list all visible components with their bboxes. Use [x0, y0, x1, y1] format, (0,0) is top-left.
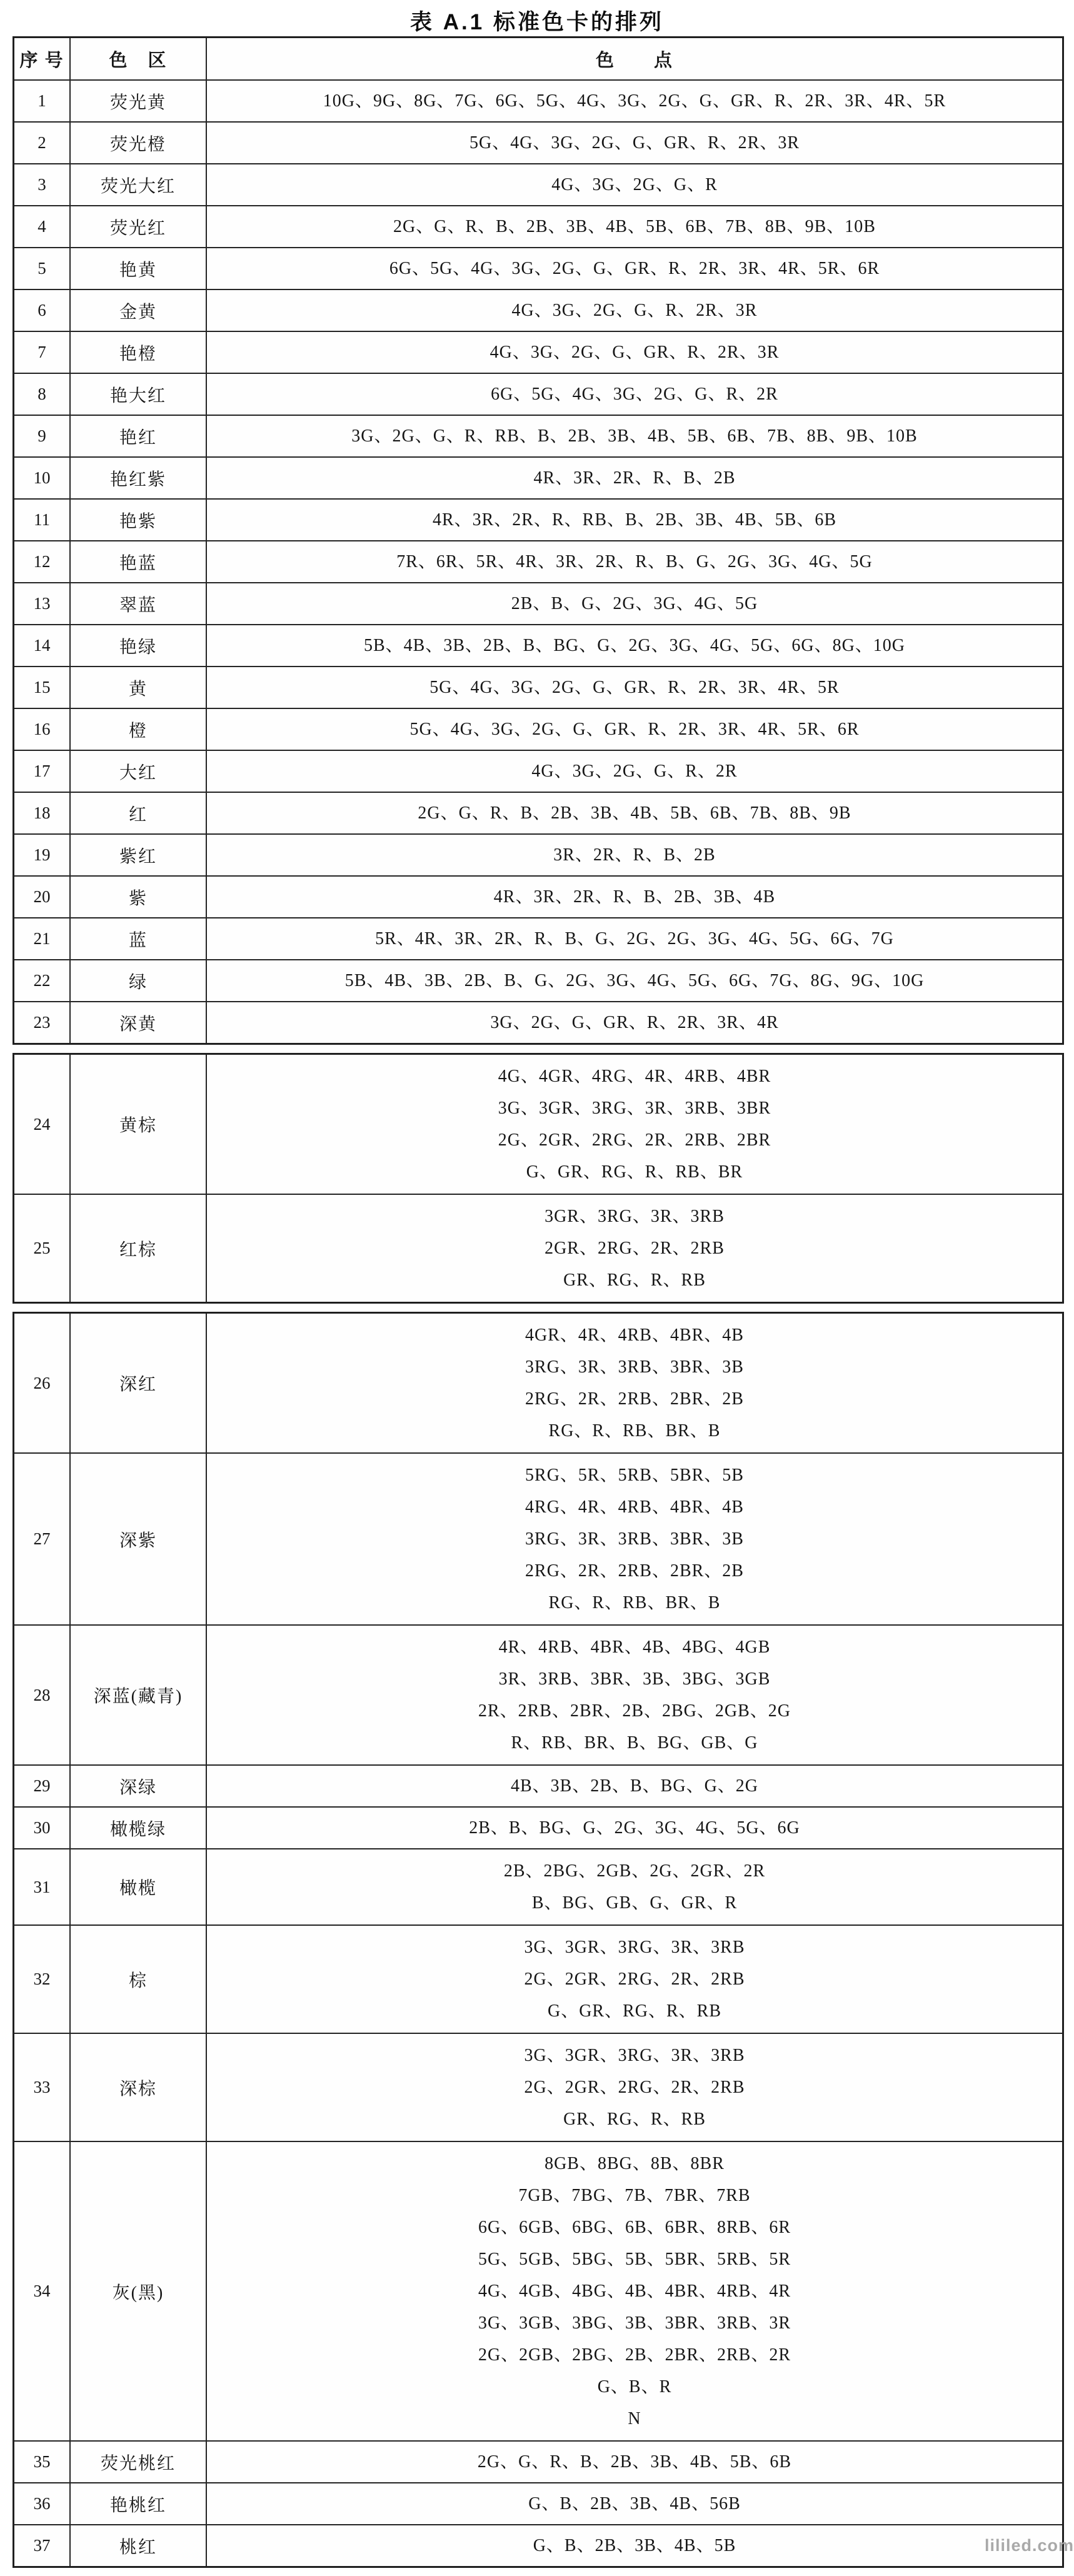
points-line: N	[628, 2409, 641, 2428]
points-line: 4R、3R、2R、R、RB、B、2B、3B、4B、5B、6B	[432, 510, 837, 530]
zone-cell: 大红	[71, 751, 207, 792]
points-cell	[207, 960, 1062, 1001]
row-index-cell: 29	[14, 1766, 71, 1806]
points-line: 4R、3R、2R、R、B、2B、3B、4B	[493, 887, 776, 907]
points-line: 3R、2R、R、B、2B	[553, 845, 716, 865]
points-cell	[207, 2442, 1062, 2482]
table-section	[13, 1312, 1064, 2568]
table-row	[14, 331, 1062, 373]
zone-cell: 蓝	[71, 918, 207, 959]
table-row	[14, 415, 1062, 456]
points-cell	[207, 709, 1062, 750]
points-line: 2B、B、G、2G、3G、4G、5G	[511, 594, 758, 613]
table-row	[14, 624, 1062, 666]
points-line: 4G、3G、2G、G、R、2R、3R	[511, 301, 758, 320]
table-row	[14, 917, 1062, 959]
table-section	[13, 1053, 1064, 1304]
points-line: 5RG、5R、5RB、5BR、5B	[525, 1466, 744, 1485]
row-index-cell: 7	[14, 332, 71, 373]
zone-cell: 深黄	[71, 1002, 207, 1043]
points-cell	[207, 2525, 1062, 2566]
row-index-cell: 6	[14, 290, 71, 331]
points-line: 3G、3GR、3RG、3R、3RB	[524, 2046, 745, 2065]
row-index-cell: 12	[14, 541, 71, 582]
points-line: 4G、4GB、4BG、4B、4BR、4RB、4R	[478, 2282, 791, 2301]
zone-cell: 深紫	[71, 1454, 207, 1624]
points-line: 4GR、4R、4RB、4BR、4B	[525, 1326, 744, 1345]
points-line: 4R、4RB、4BR、4B、4BG、4GB	[498, 1638, 771, 1657]
points-line: 4G、3G、2G、G、R	[551, 175, 718, 194]
col-header-points: 色 点	[595, 50, 673, 71]
points-line: 8GB、8BG、8B、8BR	[545, 2154, 725, 2173]
points-line: 3RG、3R、3RB、3BR、3B	[525, 1357, 744, 1377]
points-cell	[207, 206, 1062, 247]
points-line: B、BG、GB、G、GR、R	[531, 1893, 738, 1913]
row-index-cell: 14	[14, 625, 71, 666]
points-line: 5R、4R、3R、2R、R、B、G、2G、2G、3G、4G、5G、6G、7G	[375, 929, 894, 948]
table-row	[14, 79, 1062, 121]
row-index-cell: 18	[14, 793, 71, 833]
row-index-cell: 28	[14, 1626, 71, 1764]
points-line: 2GR、2RG、2R、2RB	[545, 1239, 725, 1258]
zone-cell: 艳橙	[71, 332, 207, 373]
points-cell	[207, 123, 1062, 163]
col-header-zone: 色 区	[71, 38, 207, 79]
zone-cell: 艳桃红	[71, 2483, 207, 2524]
points-cell	[207, 248, 1062, 289]
points-line: 2G、2GB、2BG、2B、2BR、2RB、2R	[478, 2345, 791, 2365]
row-index-cell: 24	[14, 1055, 71, 1194]
points-line: GR、RG、R、RB	[563, 2110, 706, 2129]
zone-cell: 深绿	[71, 1766, 207, 1806]
points-line: 5G、5GB、5BG、5B、5BR、5RB、5R	[478, 2250, 791, 2269]
points-cell	[207, 164, 1062, 205]
table-row	[14, 875, 1062, 917]
zone-cell: 艳红	[71, 416, 207, 456]
zone-cell: 深蓝(藏青)	[71, 1626, 207, 1764]
page-title: 表 A.1 标准色卡的排列	[410, 10, 664, 34]
zone-cell: 棕	[71, 1926, 207, 2033]
row-index-cell: 9	[14, 416, 71, 456]
points-line: 3G、3GR、3RG、3R、3RB	[524, 1938, 745, 1957]
row-index-cell: 26	[14, 1314, 71, 1452]
zone-cell: 艳红紫	[71, 458, 207, 498]
zone-cell: 荧光黄	[71, 81, 207, 121]
table-row	[14, 1452, 1062, 1624]
table-row	[14, 2482, 1062, 2524]
zone-cell: 深棕	[71, 2034, 207, 2141]
points-line: 6G、5G、4G、3G、2G、G、GR、R、2R、3R、4R、5R、6R	[389, 259, 880, 278]
zone-cell: 荧光大红	[71, 164, 207, 205]
points-line: RG、R、RB、BR、B	[548, 1421, 721, 1441]
points-line: 3GR、3RG、3R、3RB	[545, 1207, 725, 1226]
points-line: 7GB、7BG、7B、7BR、7RB	[518, 2186, 751, 2205]
row-index-cell: 5	[14, 248, 71, 289]
table-section	[13, 36, 1064, 1045]
table-row	[14, 2033, 1062, 2141]
points-cell	[207, 416, 1062, 456]
zone-cell: 荧光橙	[71, 123, 207, 163]
points-cell	[207, 1626, 1062, 1764]
points-cell	[207, 835, 1062, 875]
points-cell	[207, 1454, 1062, 1624]
row-index-cell: 25	[14, 1195, 71, 1302]
zone-cell: 荧光桃红	[71, 2442, 207, 2482]
zone-cell: 橄榄	[71, 1849, 207, 1924]
table-row	[14, 708, 1062, 750]
zone-cell: 翠蓝	[71, 583, 207, 624]
table-row	[14, 1848, 1062, 1924]
points-line: 2G、2GR、2RG、2R、2RB	[524, 2078, 745, 2097]
table-row	[14, 666, 1062, 708]
row-index-cell: 4	[14, 206, 71, 247]
points-line: 5G、4G、3G、2G、G、GR、R、2R、3R、4R、5R、6R	[409, 720, 860, 739]
zone-cell: 橙	[71, 709, 207, 750]
points-cell	[207, 1002, 1062, 1043]
points-cell	[207, 458, 1062, 498]
row-index-cell: 37	[14, 2525, 71, 2566]
zone-cell: 艳大红	[71, 374, 207, 415]
table-row	[14, 1314, 1062, 1452]
points-line: 4B、3B、2B、B、BG、G、2G	[510, 1776, 759, 1796]
points-line: 2G、G、R、B、2B、3B、4B、5B、6B、7B、8B、9B	[418, 803, 851, 823]
points-line: 7R、6R、5R、4R、3R、2R、R、B、G、2G、3G、4G、5G	[396, 552, 873, 571]
points-line: 2RG、2R、2RB、2BR、2B	[525, 1561, 744, 1581]
zone-cell: 绿	[71, 960, 207, 1001]
row-index-cell: 33	[14, 2034, 71, 2141]
row-index-cell: 19	[14, 835, 71, 875]
zone-cell: 艳紫	[71, 500, 207, 540]
points-cell	[207, 1808, 1062, 1848]
table-row	[14, 373, 1062, 415]
points-line: 5B、4B、3B、2B、B、BG、G、2G、3G、4G、5G、6G、8G、10G	[363, 636, 906, 655]
table-row	[14, 289, 1062, 331]
table-row	[14, 582, 1062, 624]
table-row	[14, 163, 1062, 205]
zone-cell: 黄棕	[71, 1055, 207, 1194]
points-cell	[207, 1766, 1062, 1806]
row-index-cell: 10	[14, 458, 71, 498]
header-row	[14, 38, 1062, 79]
points-cell	[207, 1926, 1062, 2033]
points-cell	[207, 625, 1062, 666]
points-line: 6G、6GB、6BG、6B、6BR、8RB、6R	[478, 2218, 791, 2237]
row-index-cell: 20	[14, 877, 71, 917]
zone-cell: 红	[71, 793, 207, 833]
points-line: 3G、3GB、3BG、3B、3BR、3RB、3R	[478, 2313, 791, 2333]
points-cell	[207, 2142, 1062, 2440]
table-row	[14, 792, 1062, 833]
zone-cell: 荧光红	[71, 206, 207, 247]
row-index-cell: 31	[14, 1849, 71, 1924]
table-row	[14, 121, 1062, 163]
points-cell	[207, 332, 1062, 373]
points-cell	[207, 290, 1062, 331]
table-row	[14, 540, 1062, 582]
table-row	[14, 1624, 1062, 1764]
zone-cell: 红棕	[71, 1195, 207, 1302]
table-row	[14, 959, 1062, 1001]
row-index-cell: 21	[14, 918, 71, 959]
zone-cell: 桃红	[71, 2525, 207, 2566]
zone-cell: 灰(黑)	[71, 2142, 207, 2440]
row-index-cell: 30	[14, 1808, 71, 1848]
table-row	[14, 498, 1062, 540]
points-cell	[207, 583, 1062, 624]
points-line: 10G、9G、8G、7G、6G、5G、4G、3G、2G、G、GR、R、2R、3R、4R、5R	[323, 91, 946, 111]
points-cell	[207, 2034, 1062, 2141]
row-index-cell: 17	[14, 751, 71, 792]
zone-cell: 艳绿	[71, 625, 207, 666]
points-line: 4G、3G、2G、G、R、2R	[531, 762, 738, 781]
points-line: 5G、4G、3G、2G、G、GR、R、2R、3R	[469, 133, 800, 153]
points-line: G、B、2B、3B、4B、5B	[533, 2536, 736, 2555]
col-header-index: 序 号	[14, 38, 71, 79]
points-line: 2B、B、BG、G、2G、3G、4G、5G、6G	[469, 1818, 800, 1838]
points-cell	[207, 918, 1062, 959]
table-row	[14, 750, 1062, 792]
points-cell	[207, 1195, 1062, 1302]
table-row	[14, 833, 1062, 875]
points-line: 4R、3R、2R、R、B、2B	[533, 468, 736, 488]
table-row	[14, 1924, 1062, 2033]
row-index-cell: 22	[14, 960, 71, 1001]
row-index-cell: 35	[14, 2442, 71, 2482]
points-line: GR、RG、R、RB	[563, 1270, 706, 1290]
points-line: 2RG、2R、2RB、2BR、2B	[525, 1389, 744, 1409]
points-cell	[207, 1849, 1062, 1924]
points-line: 3R、3RB、3BR、3B、3BG、3GB	[498, 1669, 771, 1689]
points-cell	[207, 667, 1062, 708]
points-line: 2G、2GR、2RG、2R、2RB	[524, 1970, 745, 1989]
row-index-cell: 23	[14, 1002, 71, 1043]
points-line: 3G、2G、G、R、RB、B、2B、3B、4B、5B、6B、7B、8B、9B、10B	[351, 426, 918, 446]
points-line: 3G、3GR、3RG、3R、3RB、3BR	[498, 1099, 771, 1118]
table-row	[14, 247, 1062, 289]
table-row	[14, 1806, 1062, 1848]
points-cell	[207, 793, 1062, 833]
points-line: R、RB、BR、B、BG、GB、G	[511, 1733, 758, 1753]
watermark: lililed.com	[984, 2536, 1074, 2555]
row-index-cell: 11	[14, 500, 71, 540]
points-cell	[207, 1055, 1062, 1194]
zone-cell: 黄	[71, 667, 207, 708]
points-line: 5G、4G、3G、2G、G、GR、R、2R、3R、4R、5R	[429, 678, 840, 697]
points-line: 2R、2RB、2BR、2B、2BG、2GB、2G	[478, 1701, 791, 1721]
points-cell	[207, 751, 1062, 792]
points-line: 2G、2GR、2RG、2R、2RB、2BR	[498, 1130, 771, 1150]
zone-cell: 橄榄绿	[71, 1808, 207, 1848]
table-row	[14, 2440, 1062, 2482]
zone-cell: 紫红	[71, 835, 207, 875]
points-cell	[207, 1314, 1062, 1452]
table-row	[14, 2524, 1062, 2566]
zone-cell: 金黄	[71, 290, 207, 331]
table-row	[14, 456, 1062, 498]
points-cell	[207, 541, 1062, 582]
points-line: 4G、4GR、4RG、4R、4RB、4BR	[498, 1067, 771, 1086]
points-line: G、GR、RG、R、RB、BR	[526, 1162, 743, 1182]
points-line: G、B、R	[597, 2377, 672, 2397]
points-line: 2G、G、R、B、2B、3B、4B、5B、6B、7B、8B、9B、10B	[393, 217, 876, 236]
points-cell	[207, 374, 1062, 415]
row-index-cell: 15	[14, 667, 71, 708]
zone-cell: 紫	[71, 877, 207, 917]
points-line: 3G、2G、G、GR、R、2R、3R、4R	[490, 1013, 779, 1032]
table-row	[14, 1764, 1062, 1806]
points-line: 3RG、3R、3RB、3BR、3B	[525, 1529, 744, 1549]
table-row	[14, 1055, 1062, 1194]
table-row	[14, 205, 1062, 247]
table-row	[14, 2141, 1062, 2440]
zone-cell: 深红	[71, 1314, 207, 1452]
points-line: G、GR、RG、R、RB	[547, 2001, 722, 2021]
points-line: 2G、G、R、B、2B、3B、4B、5B、6B	[477, 2452, 792, 2472]
row-index-cell: 32	[14, 1926, 71, 2033]
row-index-cell: 13	[14, 583, 71, 624]
points-line: RG、R、RB、BR、B	[548, 1593, 721, 1613]
row-index-cell: 16	[14, 709, 71, 750]
zone-cell: 艳蓝	[71, 541, 207, 582]
points-line: 4G、3G、2G、G、GR、R、2R、3R	[489, 343, 780, 362]
points-line: 4RG、4R、4RB、4BR、4B	[525, 1497, 744, 1517]
row-index-cell: 36	[14, 2483, 71, 2524]
row-index-cell: 2	[14, 123, 71, 163]
table-row	[14, 1194, 1062, 1302]
points-cell	[207, 2483, 1062, 2524]
points-line: G、B、2B、3B、4B、56B	[528, 2494, 741, 2513]
points-cell	[207, 81, 1062, 121]
row-index-cell: 34	[14, 2142, 71, 2440]
zone-cell: 艳黄	[71, 248, 207, 289]
color-card-table	[13, 36, 1064, 2576]
points-line: 5B、4B、3B、2B、B、G、2G、3G、4G、5G、6G、7G、8G、9G、10G	[344, 971, 925, 990]
points-line: 2B、2BG、2GB、2G、2GR、2R	[503, 1861, 766, 1881]
points-cell	[207, 877, 1062, 917]
points-cell	[207, 500, 1062, 540]
points-line: 6G、5G、4G、3G、2G、G、R、2R	[491, 385, 778, 404]
row-index-cell: 3	[14, 164, 71, 205]
row-index-cell: 1	[14, 81, 71, 121]
row-index-cell: 27	[14, 1454, 71, 1624]
table-row	[14, 1001, 1062, 1043]
row-index-cell: 8	[14, 374, 71, 415]
